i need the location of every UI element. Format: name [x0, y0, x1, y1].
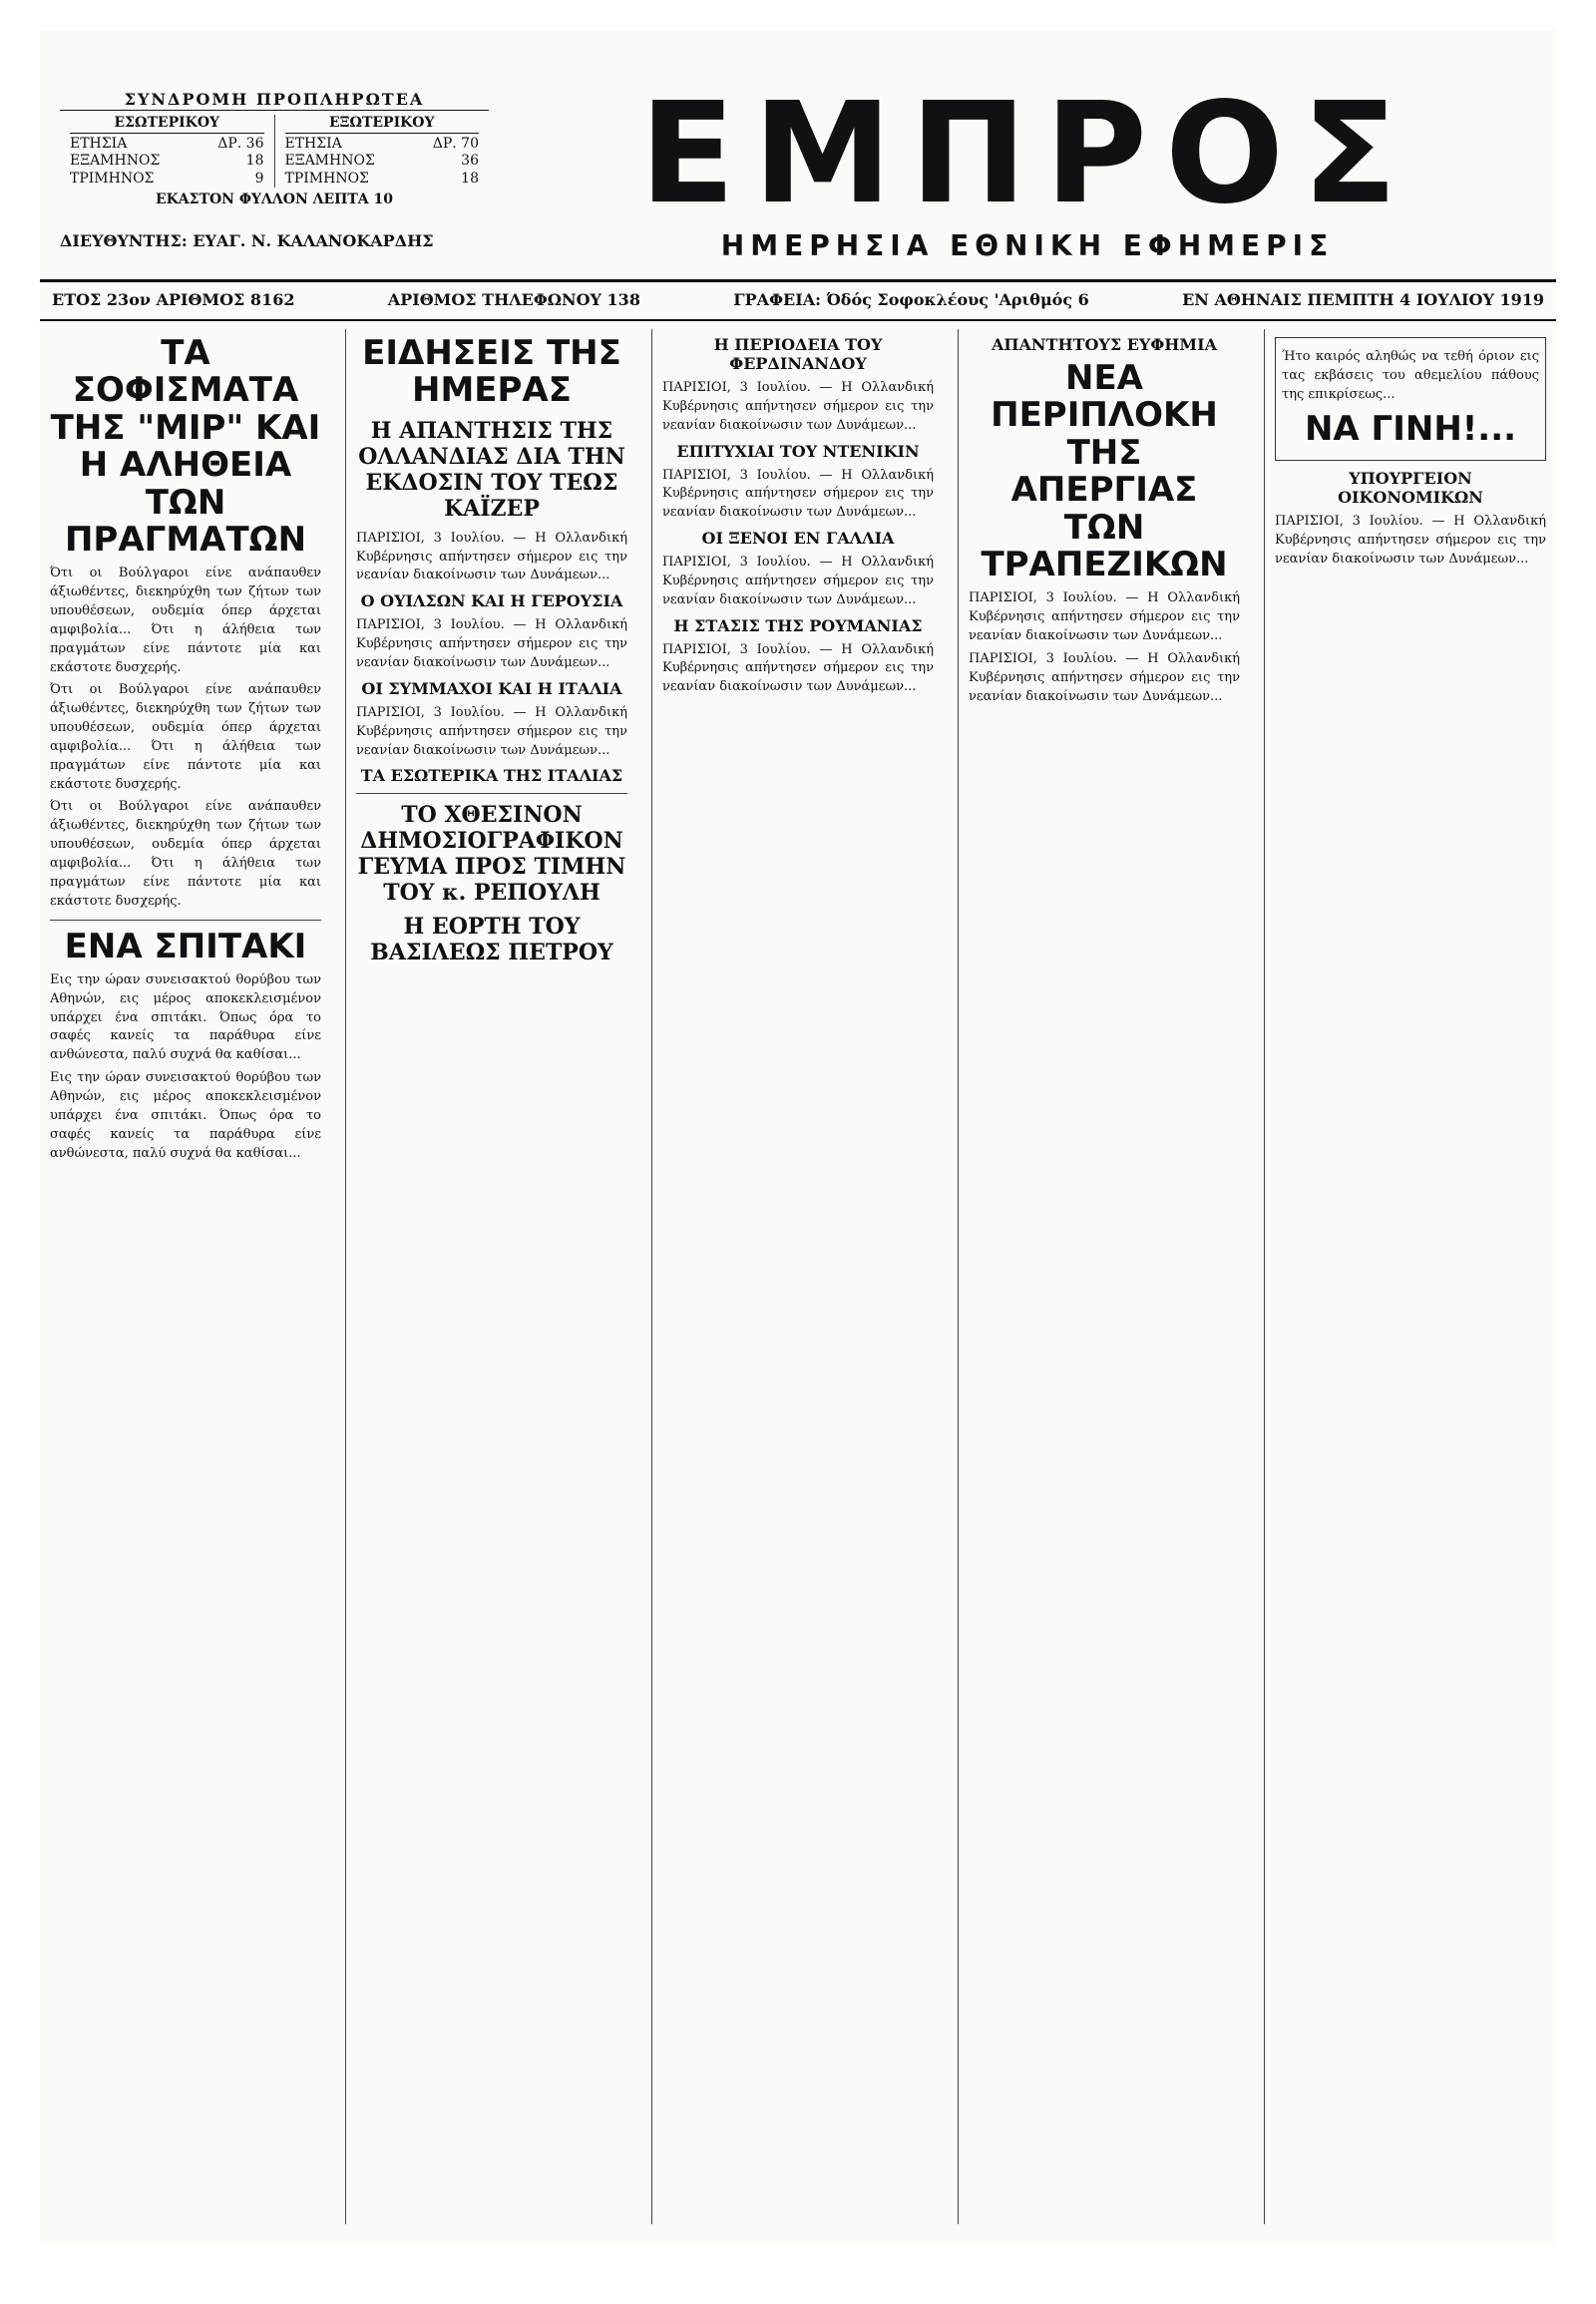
article-title: ΕΠΙΤΥΧΙΑΙ ΤΟΥ ΝΤΕΝΙΚΙΝ: [676, 441, 920, 461]
article-body: Εις την ώραν συνεισακτού θορύβου των Αθηνών, εις μέρος αποκεκλεισμένον υπάρχει ένα σπιτάκι. Όπως όρα το σαφές κανείς τα παράθυρα είνε ανθώνεστα, παλύ συχνά θα καθίσαι...: [50, 971, 321, 1063]
column-1: [40, 329, 331, 2224]
external-row-label: ΕΞΑΜΗΝΟΣ: [284, 153, 375, 169]
article-body: ΠΑΡΙΣΙΟΙ, 3 Ιουλίου. — Η Ολλανδική Κυβέρνησις απήντησεν σήμερον εις την νεανίαν διακοίνωσιν των Δυνάμεων...: [662, 641, 934, 695]
subscription-title: ΣΥΝΔΡΟΜΗ ΠΡΟΠΛΗΡΩΤΕΑ: [60, 90, 489, 111]
editorial-box: [1275, 337, 1546, 461]
article-title: ΕΝΑ ΣΠΙΤΑΚΙ: [64, 926, 307, 966]
article-title: Η ΠΕΡΙΟΔΕΙΑ ΤΟΥ ΦΕΡΔΙΝΑΝΔΟΥ: [713, 335, 883, 373]
article-title: ΤΑ ΣΟΦΙΣΜΑΤΑ ΤΗΣ "ΜΙΡ" ΚΑΙ Η ΑΛΗΘΕΙΑ ΤΩΝ ΠΡΑΓΜΑΤΩΝ: [50, 333, 321, 560]
article-title: ΟΙ ΞΕΝΟΙ ΕΝ ΓΑΛΛΙΑ: [701, 529, 895, 549]
article-body: ΠΑΡΙΣΙΟΙ, 3 Ιουλίου. — Η Ολλανδική Κυβέρνησις απήντησεν σήμερον εις την νεανίαν διακοίνωσιν των Δυνάμεων...: [356, 617, 627, 670]
article-body: Ότι οι Βούλγαροι είνε ανάπαυθεν άξιωθέντες, διεκηρύχθη των ζήτων των υπουθέσεων, ουδεμία όπερ άρχεται αμφιβολία... Ότι η άλήθεια των πραγμάτων είνε πάντοτε μία και εκάστοτε δυσχερής.: [50, 799, 321, 909]
newspaper-tagline: ΗΜΕΡΗΣΙΑ ΕΘΝΙΚΗ ΕΦΗΜΕΡΙΣ: [720, 229, 1335, 262]
column-4: [958, 329, 1250, 2224]
external-row-price: ΔΡ. 70: [432, 135, 479, 152]
external-row-price: 36: [461, 153, 479, 169]
article-title: ΝΑ ΓΙΝΗ!...: [1304, 408, 1517, 449]
article-body: Ότι οι Βούλγαροι είνε ανάπαυθεν άξιωθέντες, διεκηρύχθη των ζήτων των υπουθέσεων, ουδεμία όπερ άρχεται αμφιβολία... Ότι η άλήθεια των πραγμάτων είνε πάντοτε μία και εκάστοτε δυσχερής.: [50, 566, 321, 675]
article-title: ΤΑ ΕΣΩΤΕΡΙΚΑ ΤΗΣ ΙΤΑΛΙΑΣ: [360, 766, 623, 786]
subscription-box: [60, 90, 489, 209]
external-row-label: ΕΤΗΣΙΑ: [284, 135, 342, 152]
single-issue-price: ΕΚΑΣΤΟΝ ΦΥΛΛΟΝ ΛΕΠΤΑ 10: [155, 192, 394, 207]
article-body: Ήτο καιρός αληθώς να τεθή όριον εις τας εκβάσεις του αθεμελίου πάθους της επικρίσεως...: [1282, 349, 1539, 402]
article-body: ΠΑΡΙΣΙΟΙ, 3 Ιουλίου. — Η Ολλανδική Κυβέρνησις απήντησεν σήμερον εις την νεανίαν διακοίνωσιν των Δυνάμεων...: [969, 650, 1240, 704]
subscription-external-heading: ΕΞΩΤΕΡΙΚΟΥ: [285, 115, 480, 134]
article-title: ΤΟ ΧΘΕΣΙΝΟΝ ΔΗΜΟΣΙΟΓΡΑΦΙΚΟΝ ΓΕΥΜΑ ΠΡΟΣ ΤΙΜΗΝ ΤΟΥ κ. ΡΕΠΟΥΛΗ: [357, 802, 626, 907]
article-body: ΠΑΡΙΣΙΟΙ, 3 Ιουλίου. — Η Ολλανδική Κυβέρνησις απήντησεν σήμερον εις την νεανίαν διακοίνωσιν των Δυνάμεων...: [662, 467, 934, 521]
article-title: ΥΠΟΥΡΓΕΙΟΝ ΟΙΚΟΝΟΜΙΚΩΝ: [1338, 468, 1483, 507]
article-title: Η ΑΠΑΝΤΗΣΙΣ ΤΗΣ ΟΛΛΑΝΔΙΑΣ ΔΙΑ ΤΗΝ ΕΚΔΟΣΙΝ ΤΟΥ ΤΕΩΣ ΚΑΪΖΕΡ: [358, 417, 625, 522]
article-title: Ο ΟΥΙΛΣΩΝ ΚΑΙ Η ΓΕΡΟΥΣΙΑ: [360, 591, 623, 611]
issue-year: ΕΤΟΣ 23ον ΑΡΙΘΜΟΣ 8162: [52, 289, 295, 309]
article-body: ΠΑΡΙΣΙΟΙ, 3 Ιουλίου. — Η Ολλανδική Κυβέρνησις απήντησεν σήμερον εις την νεανίαν διακοίνωσιν των Δυνάμεων...: [1275, 513, 1546, 567]
article-title: ΝΕΑ ΠΕΡΙΠΛΟΚΗ ΤΗΣ ΑΠΕΡΓΙΑΣ ΤΩΝ ΤΡΑΠΕΖΙΚΩΝ: [981, 358, 1228, 584]
newspaper-page: [40, 30, 1556, 2244]
issue-offices: ΓΡΑΦΕΙΑ: Όδός Σοφοκλέους 'Αριθμός 6: [733, 289, 1089, 309]
column-5: [1264, 329, 1556, 2224]
article-body: ΠΑΡΙΣΙΟΙ, 3 Ιουλίου. — Η Ολλανδική Κυβέρνησις απήντησεν σήμερον εις την νεανίαν διακοίνωσιν των Δυνάμεων...: [969, 590, 1240, 644]
article-title: ΑΠΑΝΤΗΤΟΥΣ ΕΥΦΗΜΙΑ: [991, 335, 1217, 354]
article-body: ΠΑΡΙΣΙΟΙ, 3 Ιουλίου. — Η Ολλανδική Κυβέρνησις απήντησεν σήμερον εις την νεανίαν διακοίνωσιν των Δυνάμεων...: [662, 380, 934, 433]
columns: [40, 329, 1556, 2224]
internal-row-label: ΕΤΗΣΙΑ: [70, 135, 128, 152]
section-title: ΕΙΔΗΣΕΙΣ ΤΗΣ ΗΜΕΡΑΣ: [362, 333, 621, 411]
internal-row-price: 18: [245, 153, 264, 169]
internal-row-label: ΤΡΙΜΗΝΟΣ: [70, 170, 155, 187]
article-title: Η ΣΤΑΣΙΣ ΤΗΣ ΡΟΥΜΑΝΙΑΣ: [673, 615, 923, 635]
article-body: Εις την ώραν συνεισακτού θορύβου των Αθηνών, εις μέρος αποκεκλεισμένον υπάρχει ένα σπιτάκι. Όπως όρα το σαφές κανείς τα παράθυρα είνε ανθώνεστα, παλύ συχνά θα καθίσαι...: [50, 1070, 321, 1161]
internal-row-label: ΕΞΑΜΗΝΟΣ: [70, 153, 161, 169]
subscription-internal-heading: ΕΣΩΤΕΡΙΚΟΥ: [70, 115, 264, 134]
issue-info-line: [40, 279, 1556, 321]
external-row-price: 18: [461, 170, 479, 187]
article-body: Ότι οι Βούλγαροι είνε ανάπαυθεν άξιωθέντες, διεκηρύχθη των ζήτων των υπουθέσεων, ουδεμία όπερ άρχεται αμφιβολία... Ότι η άλήθεια των πραγμάτων είνε πάντοτε μία και εκάστοτε δυσχερής.: [50, 682, 321, 792]
article-title: Η ΕΟΡΤΗ ΤΟΥ ΒΑΣΙΛΕΩΣ ΠΕΤΡΟΥ: [370, 914, 613, 966]
article-body: ΠΑΡΙΣΙΟΙ, 3 Ιουλίου. — Η Ολλανδική Κυβέρνησις απήντησεν σήμερον εις την νεανίαν διακοίνωσιν των Δυνάμεων...: [662, 555, 934, 607]
internal-row-price: ΔΡ. 36: [217, 135, 264, 152]
column-2: [345, 329, 637, 2224]
director-line: ΔΙΕΥΘΥΝΤΗΣ: ΕΥΑΓ. Ν. ΚΑΛΑΝΟΚΑΡΔΗΣ: [60, 231, 434, 250]
newspaper-logo: ΕΜΠΡΟΣ: [639, 73, 1415, 235]
masthead: [40, 30, 1556, 282]
article-body: ΠΑΡΙΣΙΟΙ, 3 Ιουλίου. — Η Ολλανδική Κυβέρνησις απήντησεν σήμερον εις την νεανίαν διακοίνωσιν των Δυνάμεων...: [356, 704, 627, 758]
issue-phone: ΑΡΙΘΜΟΣ ΤΗΛΕΦΩΝΟΥ 138: [387, 289, 640, 309]
subscription-external: [274, 115, 490, 188]
issue-date: ΕΝ ΑΘΗΝΑΙΣ ΠΕΜΠΤΗ 4 ΙΟΥΛΙΟΥ 1919: [1182, 289, 1544, 309]
article-title: ΟΙ ΣΥΜΜΑΧΟΙ ΚΑΙ Η ΙΤΑΛΙΑ: [361, 678, 622, 698]
internal-row-price: 9: [254, 170, 264, 187]
subscription-internal: [60, 115, 274, 188]
external-row-label: ΤΡΙΜΗΝΟΣ: [284, 170, 369, 187]
article-body: ΠΑΡΙΣΙΟΙ, 3 Ιουλίου. — Η Ολλανδική Κυβέρνησις απήντησεν σήμερον εις την νεανίαν διακοίνωσιν των Δυνάμεων...: [356, 530, 627, 583]
column-3: [651, 329, 944, 2224]
